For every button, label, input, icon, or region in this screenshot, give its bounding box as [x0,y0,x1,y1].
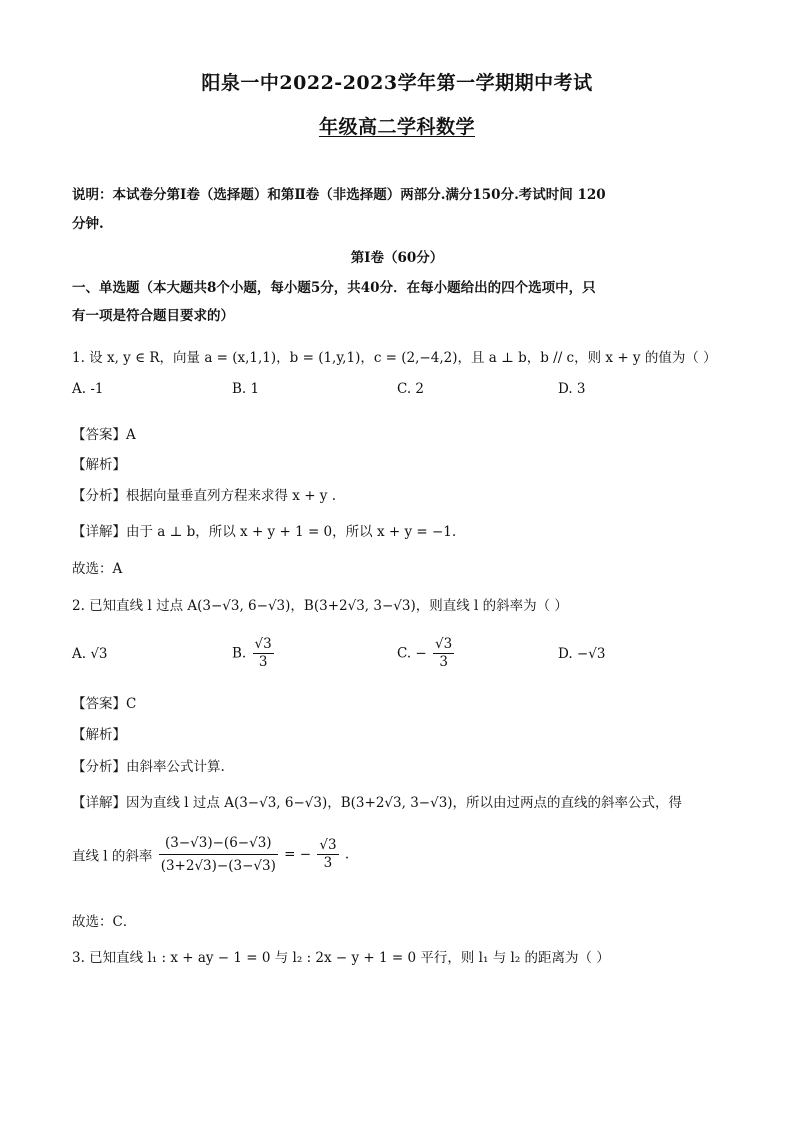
q1-option-d: D. 3 [558,381,586,397]
slope-fraction [159,832,278,877]
part-heading: 第Ⅰ卷（60分） [350,250,444,266]
q1-detail: 【详解】由于 a ⊥ b，所以 x + y + 1 = 0，所以 x + y = −1. [72,524,457,540]
q2-answer: 【答案】C [72,696,137,712]
q2-option-c-fraction [433,636,454,671]
q2-analysis: 【分析】由斜率公式计算. [72,759,225,775]
slope-end: . [344,846,350,863]
fraction-numerator: (3−√3)−(6−√3) [159,832,278,855]
slope-prefix: 直线 l 的斜率 [72,848,153,865]
q2-slope-formula [72,832,349,877]
q1-stem: 1. 设 x, y ∈ R，向量 a = (x,1,1)，b = (1,y,1)，c = (2,−4,2)，且 a ⊥ b，b // c，则 x + y 的值为（ ） [72,350,717,366]
q2-option-c [397,636,456,671]
q2-analysis-label: 【解析】 [72,727,126,743]
exam-subtitle: 年级高二学科数学 [318,116,475,138]
fraction-numerator: √3 [319,837,337,853]
q1-analysis: 【分析】根据向量垂直列方程来求得 x + y . [72,488,337,504]
q2-option-c-label: C. − [397,645,427,662]
fraction-denominator: 3 [323,855,333,871]
q1-answer: 【答案】A [72,427,136,443]
q3-stem: 3. 已知直线 l₁ : x + ay − 1 = 0 与 l₂ : 2x − y + 1 = 0 平行，则 l₁ 与 l₂ 的距离为（ ） [72,950,610,966]
q1-option-a: A. -1 [72,381,104,397]
q2-choice: 故选：C． [72,914,137,930]
q2-stem: 2. 已知直线 l 过点 A(3−√3, 6−√3)，B(3+2√3, 3−√3)，则直线 l 的斜率为（ ） [72,598,568,614]
fraction-denominator: (3+2√3)−(3−√3) [160,858,276,874]
slope-equals: = − [284,846,312,863]
q2-option-b-fraction [253,636,274,671]
exam-title: 阳泉一中2022-2023学年第一学期期中考试 [201,72,593,94]
q1-option-b: B. 1 [232,381,260,397]
fraction-denominator: 3 [258,654,268,670]
q2-option-d: D. −√3 [558,646,606,662]
q2-detail: 【详解】因为直线 l 过点 A(3−√3, 6−√3)，B(3+2√3, 3−√3)，所以由过两点的直线的斜率公式，得 [72,795,683,811]
instructions-line1: 说明：本试卷分第Ⅰ卷（选择题）和第Ⅱ卷（非选择题）两部分.满分150分.考试时间 120 [72,187,606,203]
q2-option-a: A. √3 [72,646,108,662]
fraction-numerator: √3 [254,636,272,652]
q2-option-b [232,636,276,671]
fraction-denominator: 3 [439,654,448,670]
q1-analysis-label: 【解析】 [72,457,126,473]
q1-option-c: C. 2 [397,381,425,397]
slope-result-fraction [317,837,338,872]
section-heading-line2: 有一项是符合题目要求的） [72,308,234,324]
q2-option-b-label: B. [232,645,247,662]
q1-choice: 故选：A [72,561,123,577]
fraction-numerator: √3 [435,636,453,652]
instructions-line2: 分钟. [72,216,104,232]
section-heading-line1: 一、单选题（本大题共8个小题，每小题5分，共40分．在每小题给出的四个选项中，只 [72,280,596,296]
